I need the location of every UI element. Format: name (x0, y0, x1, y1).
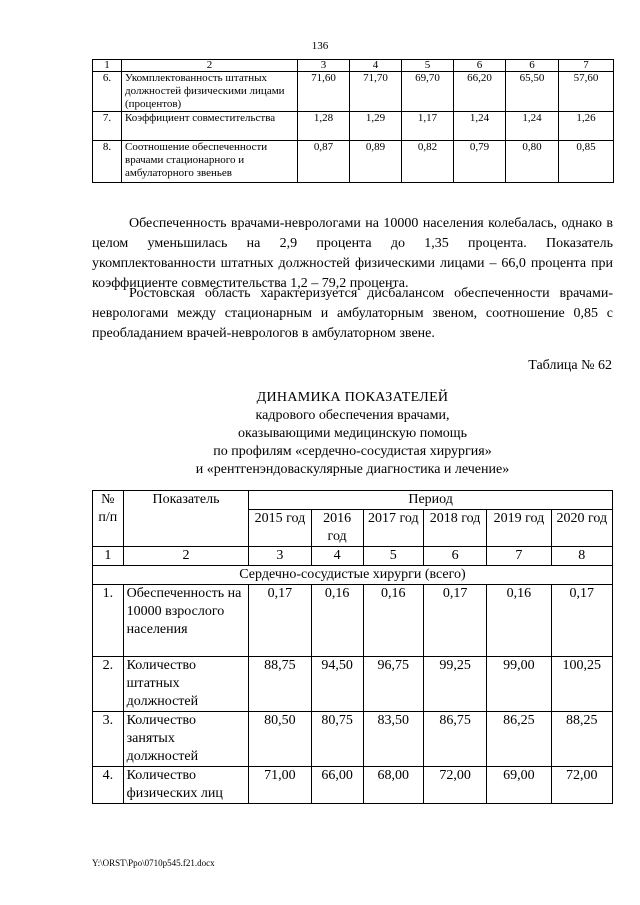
value-cell: 1,24 (506, 112, 559, 141)
index-cell: 6 (423, 547, 486, 566)
value-cell: 0,17 (551, 585, 612, 657)
value-cell: 0,89 (350, 141, 402, 183)
value-cell: 0,16 (311, 585, 363, 657)
row-label: Соотношение обеспеченности врачами стационарного и амбулаторного звеньев (122, 141, 298, 183)
value-cell: 57,60 (559, 72, 614, 112)
year-cell: 2017 год (363, 510, 423, 547)
index-cell: 7 (487, 547, 551, 566)
value-cell: 68,00 (363, 767, 423, 804)
value-cell: 0,17 (423, 585, 486, 657)
row-number: 4. (93, 767, 124, 804)
value-cell: 1,29 (350, 112, 402, 141)
table-row (93, 585, 613, 657)
row-number: 8. (93, 141, 122, 183)
paragraph-neurologists-supply: Обеспеченность врачами-неврологами на 10000 населения колебалась, однако в целом уменьшилась на 2,9 процента до 1,35 процента. Показатель укомплектованности штатных должностей физическими лицами – 66,0 процента при коэффициенте совместительства 1,2 – 79,2 процента. (92, 216, 613, 291)
index-cell: 2 (123, 547, 249, 566)
value-cell: 86,75 (423, 712, 486, 767)
value-cell: 100,25 (551, 657, 612, 712)
table-row (93, 657, 613, 712)
value-cell: 80,75 (311, 712, 363, 767)
table-header-row (93, 60, 614, 72)
header-row (93, 491, 613, 510)
row-label: Коэффициент совместительства (122, 112, 298, 141)
value-cell: 0,87 (298, 141, 350, 183)
title-main: ДИНАМИКА ПОКАЗАТЕЛЕЙ (256, 390, 449, 405)
value-cell: 96,75 (363, 657, 423, 712)
row-label: Укомплектованность штатных должностей физическими лицами (процентов) (122, 72, 298, 112)
header-cell: 5 (402, 60, 454, 72)
value-cell: 88,75 (249, 657, 311, 712)
index-row (93, 547, 613, 566)
table-row (93, 112, 614, 141)
value-cell: 1,24 (454, 112, 506, 141)
index-cell: 1 (93, 547, 124, 566)
table-row (93, 72, 614, 112)
value-cell: 72,00 (423, 767, 486, 804)
value-cell: 71,70 (350, 72, 402, 112)
table-indicators (92, 490, 613, 804)
value-cell: 0,16 (363, 585, 423, 657)
table-label: Таблица № 62 (528, 358, 612, 373)
header-period: Период (249, 491, 613, 510)
value-cell: 1,26 (559, 112, 614, 141)
title-line: оказывающими медицинскую помощь (238, 426, 467, 441)
value-cell: 83,50 (363, 712, 423, 767)
file-path-footer: Y:\ORST\Ppo\0710p545.f21.docx (92, 858, 215, 868)
page-number: 136 (311, 40, 329, 52)
header-cell: 6 (454, 60, 506, 72)
index-cell: 8 (551, 547, 612, 566)
row-label: Количество занятых должностей (123, 712, 249, 767)
value-cell: 65,50 (506, 72, 559, 112)
header-cell: 6 (506, 60, 559, 72)
year-cell: 2020 год (551, 510, 612, 547)
value-cell: 99,00 (487, 657, 551, 712)
table-row (93, 141, 614, 183)
value-cell: 94,50 (311, 657, 363, 712)
value-cell: 71,00 (249, 767, 311, 804)
title-line: кадрового обеспечения врачами, (255, 408, 450, 423)
paragraph-rostov-imbalance: Ростовская область характеризуется дисбалансом обеспеченности врачами-неврологами между стационарным и амбулаторным звеном, соотношение 0,85 с преобладанием врачей-неврологов в амбулаторном звене. (92, 286, 613, 341)
value-cell: 86,25 (487, 712, 551, 767)
year-cell: 2015 год (249, 510, 311, 547)
row-number: 3. (93, 712, 124, 767)
row-label: Количество физических лиц (123, 767, 249, 804)
value-cell: 1,28 (298, 112, 350, 141)
value-cell: 1,17 (402, 112, 454, 141)
header-cell: 1 (93, 60, 122, 72)
row-number: 6. (93, 72, 122, 112)
value-cell: 99,25 (423, 657, 486, 712)
value-cell: 66,20 (454, 72, 506, 112)
section-title: Сердечно-сосудистые хирурги (всего) (93, 566, 613, 585)
value-cell: 69,70 (402, 72, 454, 112)
value-cell: 0,80 (506, 141, 559, 183)
table-continuation (92, 59, 614, 183)
value-cell: 88,25 (551, 712, 612, 767)
value-cell: 69,00 (487, 767, 551, 804)
index-cell: 4 (311, 547, 363, 566)
row-number: 1. (93, 585, 124, 657)
row-number: 7. (93, 112, 122, 141)
header-cell: 7 (559, 60, 614, 72)
value-cell: 80,50 (249, 712, 311, 767)
value-cell: 72,00 (551, 767, 612, 804)
value-cell: 0,79 (454, 141, 506, 183)
value-cell: 66,00 (311, 767, 363, 804)
table-row (93, 767, 613, 804)
header-num: № п/п (93, 491, 124, 547)
header-indicator: Показатель (123, 491, 249, 547)
value-cell: 0,17 (249, 585, 311, 657)
row-label: Обеспеченность на 10000 взрослого населения (123, 585, 249, 657)
header-cell: 4 (350, 60, 402, 72)
title-line: и «рентгенэндоваскулярные диагностика и лечение» (195, 462, 510, 477)
index-cell: 3 (249, 547, 311, 566)
header-cell: 3 (298, 60, 350, 72)
index-cell: 5 (363, 547, 423, 566)
title-line: по профилям «сердечно-сосудистая хирургия» (213, 444, 492, 459)
value-cell: 71,60 (298, 72, 350, 112)
year-cell: 2019 год (487, 510, 551, 547)
row-label: Количество штатных должностей (123, 657, 249, 712)
year-cell: 2016 год (311, 510, 363, 547)
table-row (93, 712, 613, 767)
value-cell: 0,16 (487, 585, 551, 657)
year-cell: 2018 год (423, 510, 486, 547)
header-cell: 2 (122, 60, 298, 72)
section-row (93, 566, 613, 585)
value-cell: 0,82 (402, 141, 454, 183)
value-cell: 0,85 (559, 141, 614, 183)
row-number: 2. (93, 657, 124, 712)
table-title (92, 389, 613, 479)
